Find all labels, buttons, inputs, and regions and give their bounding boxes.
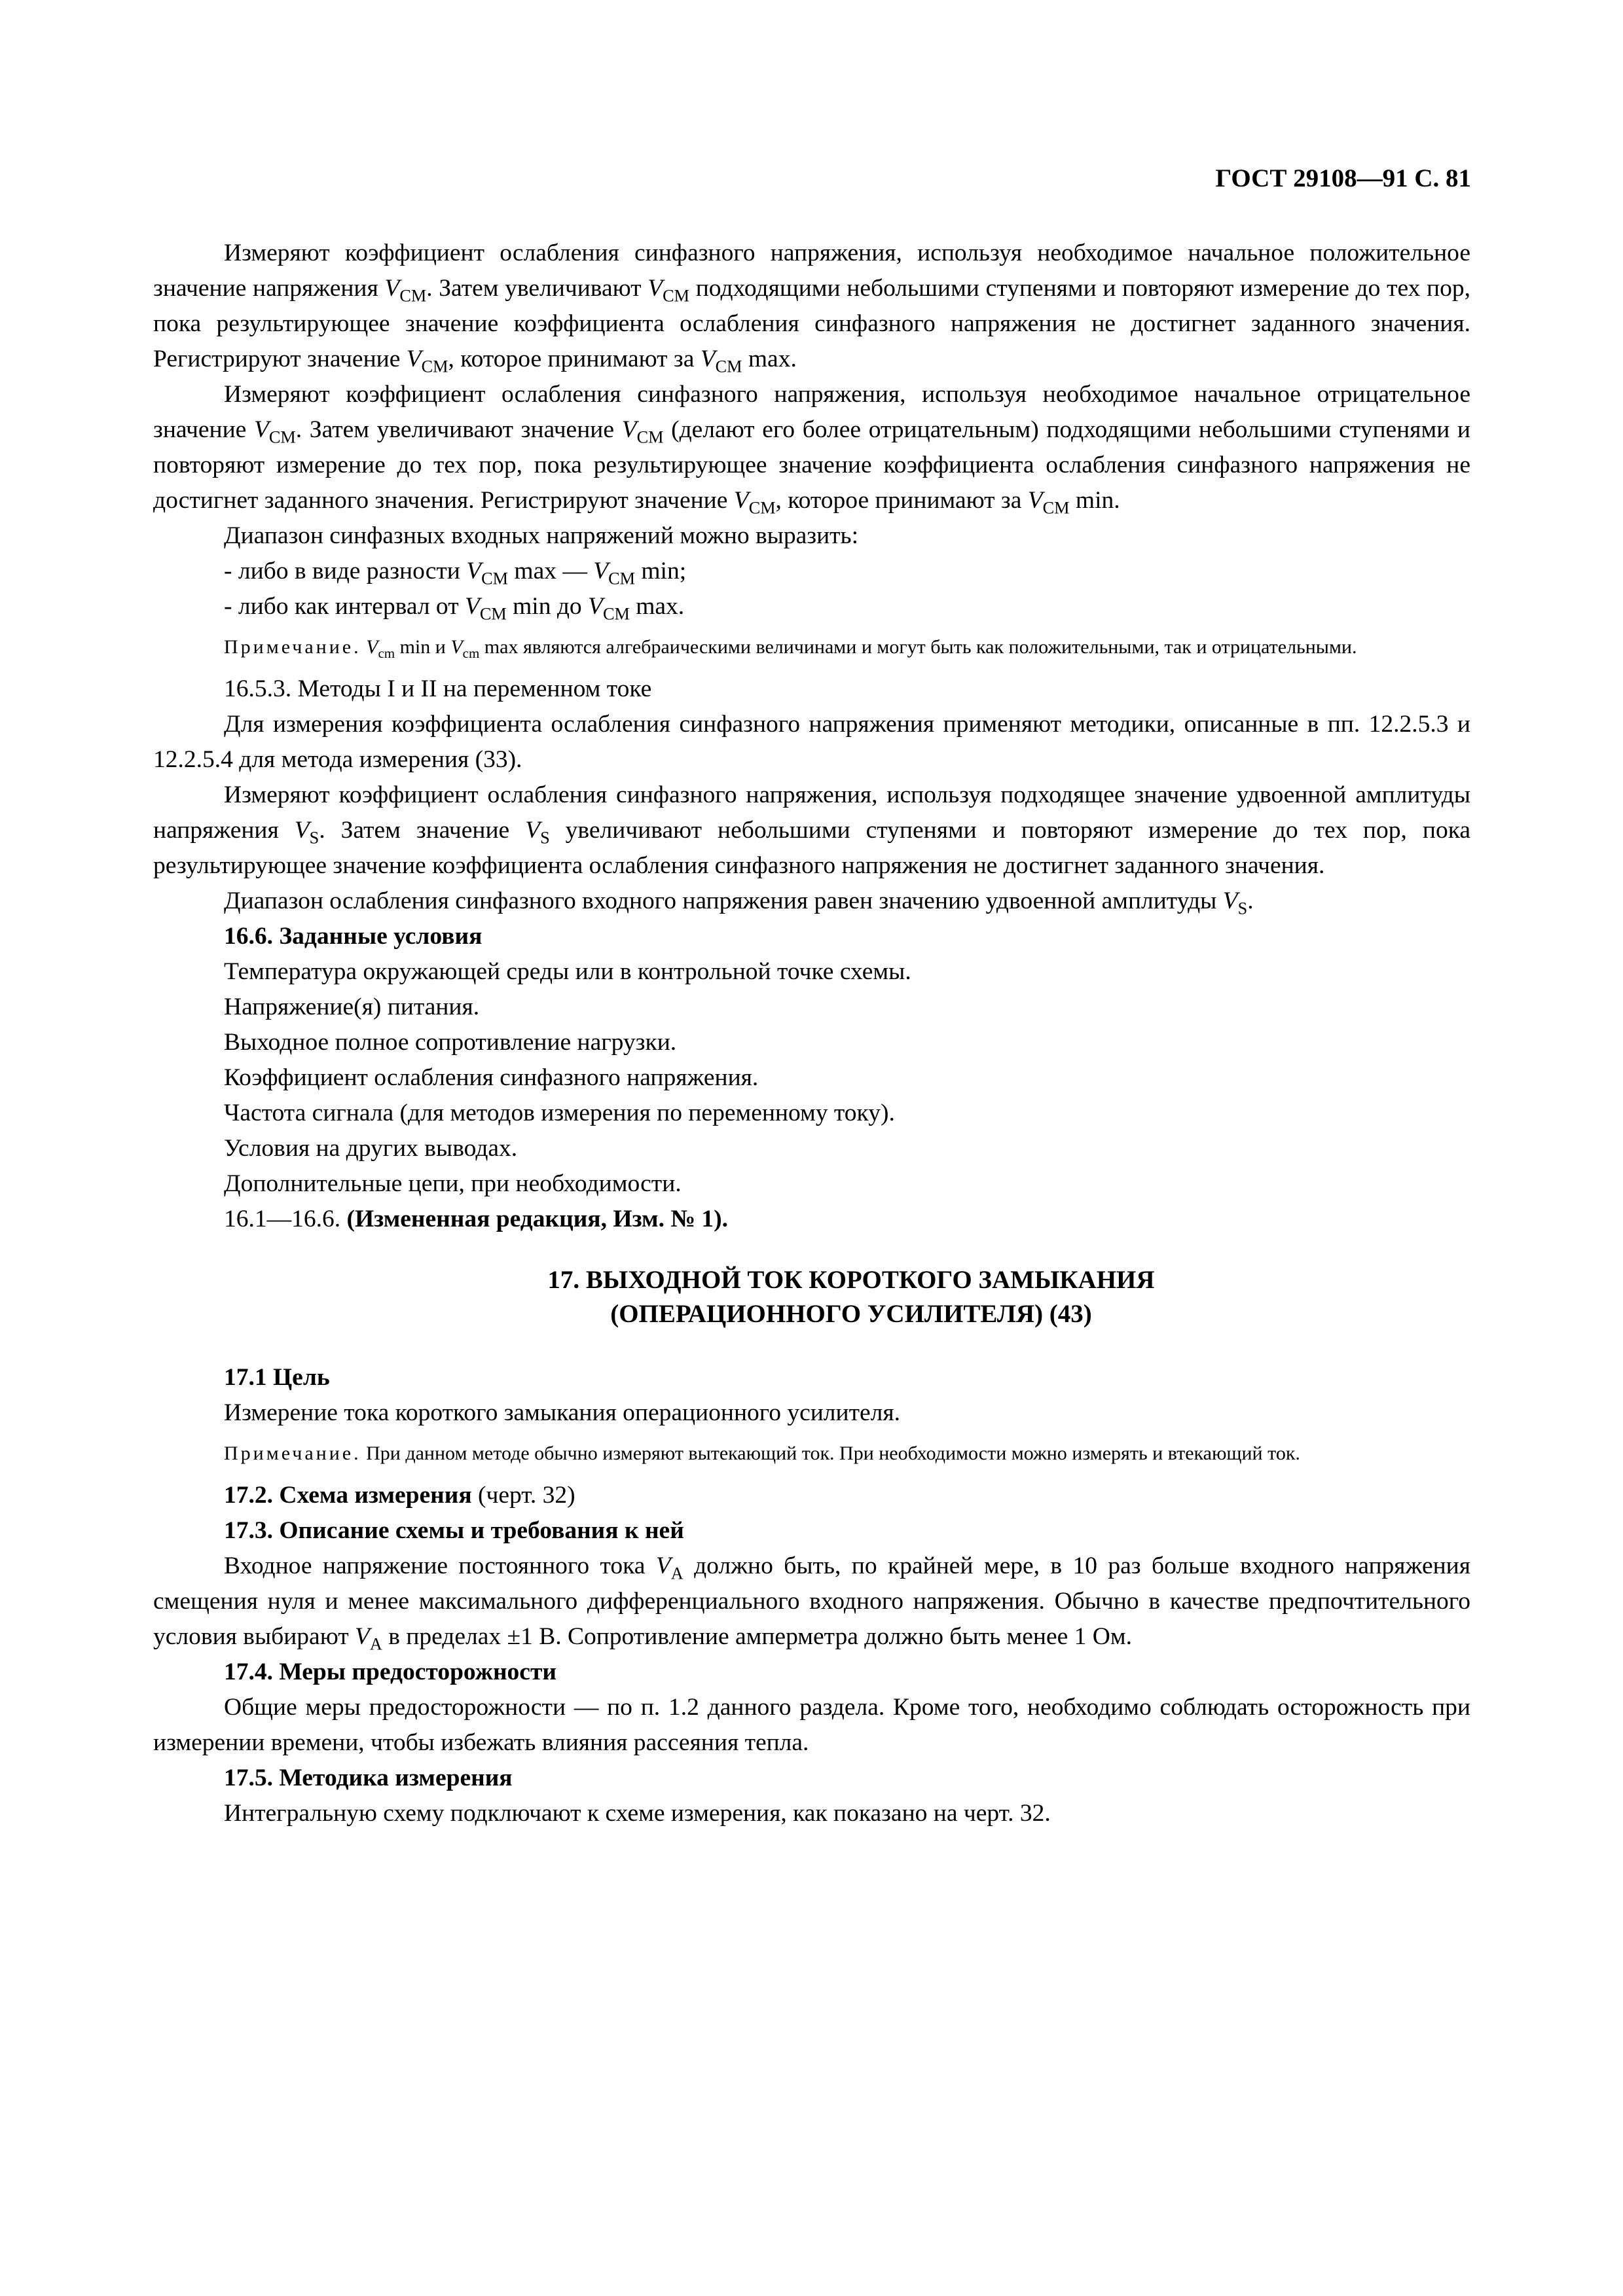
symbol-v: V (294, 817, 310, 844)
section-17-1-heading: 17.1 Цель (224, 1364, 330, 1391)
condition-item: Частота сигнала (для методов измерения по переменному току). (224, 1100, 895, 1126)
text-run: , которое принимают за (775, 487, 1028, 514)
section-17-3-heading: 17.3. Описание схемы и требования к ней (224, 1517, 684, 1544)
text-run: 16.1—16.6. (224, 1206, 347, 1232)
condition-item: Выходное полное сопротивление нагрузки. (224, 1029, 677, 1056)
text-run: (делают его более отрицательным) подходящими небольшими ступенями и повторяют измерение до тех пор, пока результирующее значение коэффициента ослабления синфазного напряжения не достигнет заданного значения. Регистрируют значение (153, 416, 1470, 514)
text-run: Измеряют коэффициент ослабления синфазного напряжения, используя необходимое начальное отрицательное значение (153, 381, 1470, 443)
text-run: . Затем значение (319, 817, 526, 844)
symbol-v: V (1222, 888, 1238, 914)
subscript-a: A (670, 1564, 684, 1583)
note-algebraic (153, 634, 1470, 661)
subscript-s: S (1237, 899, 1248, 918)
section-17-5-heading: 17.5. Методика измерения (224, 1765, 513, 1791)
text-run: , которое принимают за (448, 346, 701, 372)
subscript-cm: CM (748, 498, 776, 518)
subscript-cm: cm (462, 645, 480, 661)
text-run: . (1247, 888, 1254, 914)
symbol-v: V (406, 346, 422, 372)
text-run: Входное напряжение постоянного тока (224, 1552, 656, 1579)
text-run: min и (395, 636, 451, 658)
title-line: 17. ВЫХОДНОЙ ТОК КОРОТКОГО ЗАМЫКАНИЯ (547, 1266, 1155, 1294)
symbol-v: V (464, 593, 480, 620)
subscript-cm: CM (602, 604, 630, 624)
subscript-cm: CM (479, 604, 507, 624)
symbol-v: V (366, 636, 378, 658)
condition-item: Дополнительные цепи, при необходимости. (224, 1170, 682, 1197)
section-17-3-text (153, 1549, 1470, 1655)
note-current (153, 1440, 1470, 1467)
text-run: - либо как интервал от (224, 593, 465, 620)
note-label: Примечание. (224, 636, 361, 658)
text-run: в пределах ±1 В. Сопротивление амперметра должно быть менее 1 Ом. (382, 1623, 1132, 1650)
text-run: Измеряют коэффициент ослабления синфазного напряжения, используя необходимое начальное положительное значение напряжения (153, 240, 1470, 302)
section-17-2-heading (153, 1478, 1470, 1513)
symbol-v: V (1027, 487, 1043, 514)
symbol-v: V (384, 275, 400, 302)
text-run: . Затем увеличивают значение (295, 416, 622, 443)
text-run: - либо в виде разности (224, 558, 467, 584)
section-17-title (153, 1263, 1470, 1331)
symbol-v: V (647, 275, 663, 302)
text-run: min; (635, 558, 687, 584)
text-run: max являются алгебраическими величинами и могут быть как положительными, так и отрицательными. (479, 636, 1357, 658)
symbol-v: V (450, 636, 463, 658)
symbol-v: V (655, 1552, 671, 1579)
condition-item: Условия на других выводах. (224, 1135, 518, 1162)
paragraph-positive-vcm (153, 236, 1470, 377)
condition-item: Коэффициент ослабления синфазного напряжения. (224, 1064, 759, 1091)
symbol-v: V (700, 346, 716, 372)
text-run: max — (508, 558, 594, 584)
text-run: min до (506, 593, 589, 620)
revision-note (153, 1202, 1470, 1237)
subscript-cm: CM (421, 357, 448, 376)
condition-item: Температура окружающей среды или в контрольной точке схемы. (224, 958, 911, 985)
section-16-5-3-heading: 16.5.3. Методы I и II на переменном токе (224, 675, 652, 702)
subscript-cm: CM (608, 569, 636, 588)
subscript-cm: CM (636, 427, 664, 447)
section-17-1-text: Измерение тока короткого замыкания операционного усилителя. (224, 1399, 900, 1426)
text-run: max. (742, 346, 797, 372)
text-run: При данном методе обычно измеряют вытекающий ток. При необходимости можно измерять и втекающий ток. (361, 1443, 1300, 1464)
subscript-cm: CM (663, 286, 690, 306)
symbol-v: V (733, 487, 749, 514)
subscript-cm: CM (715, 357, 742, 376)
subscript-cm: CM (1042, 498, 1070, 518)
subscript-cm: CM (481, 569, 509, 588)
text-run: Диапазон ослабления синфазного входного напряжения равен значению удвоенной амплитуды (224, 888, 1223, 914)
section-17-5-text: Интегральную схему подключают к схеме измерения, как показано на черт. 32. (224, 1800, 1051, 1827)
symbol-v: V (525, 817, 541, 844)
page-header: ГОСТ 29108—91 С. 81 (1215, 164, 1471, 192)
subscript-a: A (369, 1634, 382, 1654)
range-option-difference (153, 554, 1470, 589)
subscript-s: S (309, 828, 319, 848)
subscript-cm: CM (399, 286, 427, 306)
title-line: (ОПЕРАЦИОННОГО УСИЛИТЕЛЯ) (43) (610, 1300, 1092, 1328)
symbol-v: V (253, 416, 269, 443)
section-17-4-heading: 17.4. Меры предосторожности (224, 1659, 556, 1685)
paragraph-vs-measurement (153, 778, 1470, 884)
text-run: max. (629, 593, 685, 620)
note-label: Примечание. (224, 1443, 361, 1464)
symbol-v: V (466, 558, 482, 584)
text-run: min. (1069, 487, 1120, 514)
text-run: подходящими небольшими ступенями и повторяют измерение до тех пор, пока результирующее значение коэффициента ослабления синфазного напряжения не достигнет заданного значения. Регистрируют значение (153, 275, 1470, 372)
section-17-4-text: Общие меры предосторожности — по п. 1.2 данного раздела. Кроме того, необходимо соблюдать осторожность при измерении времени, чтобы избежать влияния рассеяния тепла. (153, 1694, 1470, 1756)
subscript-cm: cm (378, 645, 395, 661)
paragraph-negative-vcm (153, 377, 1470, 518)
text-run: увеличивают небольшими ступенями и повторяют измерение до тех пор, пока результирующее значение коэффициента ослабления синфазного напряжения не достигнет заданного значения. (153, 817, 1470, 879)
symbol-v: V (588, 593, 603, 620)
section-16-6-heading: 16.6. Заданные условия (224, 923, 483, 950)
text-run: Измеряют коэффициент ослабления синфазного напряжения, используя подходящее значение удвоенной амплитуды напряжения (153, 781, 1470, 844)
subscript-s: S (540, 828, 550, 848)
symbol-v: V (621, 416, 637, 443)
revision-label: (Измененная редакция, Изм. № 1). (346, 1206, 729, 1232)
document-body (153, 236, 1470, 1831)
paragraph-vs-range (153, 884, 1470, 919)
subscript-cm: CM (268, 427, 296, 447)
condition-item: Напряжение(я) питания. (224, 994, 480, 1020)
symbol-v: V (354, 1623, 370, 1650)
symbol-v: V (593, 558, 609, 584)
range-option-interval (153, 589, 1470, 624)
text-run: должно быть, по крайней мере, в 10 раз больше входного напряжения смещения нуля и менее максимального дифференциального входного напряжения. Обычно в качестве предпочтительного условия выбирают (153, 1552, 1470, 1650)
range-intro: Диапазон синфазных входных напряжений можно выразить: (224, 522, 859, 549)
heading-text: 17.2. Схема измерения (224, 1482, 472, 1509)
text-run: . Затем увеличивают (426, 275, 648, 302)
text-run: (черт. 32) (471, 1482, 575, 1509)
paragraph-ac-methods: Для измерения коэффициента ослабления синфазного напряжения применяют методики, описанные в пп. 12.2.5.3 и 12.2.5.4 для метода измерения (33). (153, 711, 1470, 773)
